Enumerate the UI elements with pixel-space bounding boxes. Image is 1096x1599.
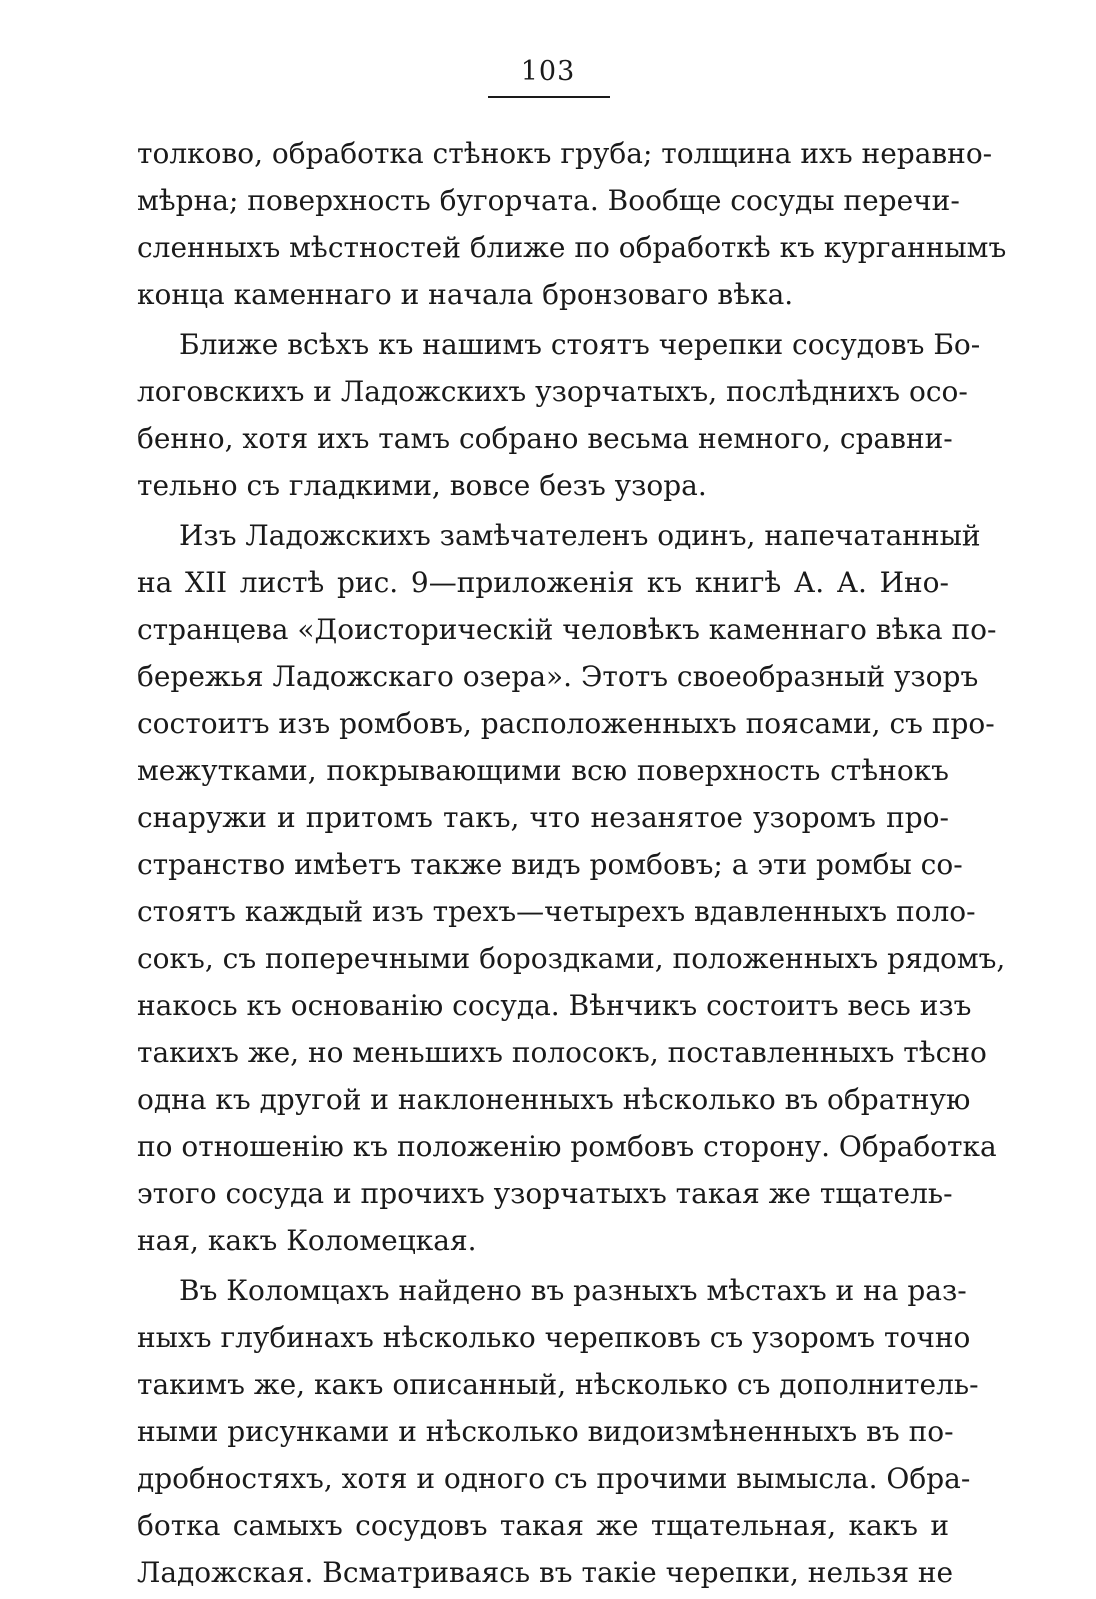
- text-line: ботка самыхъ сосудовъ такая же тщательная, какъ и: [137, 1509, 949, 1542]
- text-line: Ладожская. Всматриваясь въ такіе черепки, нельзя не: [137, 1556, 954, 1589]
- text-line: состоитъ изъ ромбовъ, расположенныхъ поясами, съ про-: [137, 707, 995, 740]
- text-line: мѣрна; поверхность бугорчата. Вообще сосуды перечи-: [137, 184, 960, 217]
- paragraph: [137, 512, 1006, 1264]
- text-line: логовскихъ и Ладожскихъ узорчатыхъ, послѣднихъ осо-: [137, 375, 968, 408]
- text-line: на XII листѣ рис. 9—приложенія къ книгѣ А. А. Ино-: [137, 566, 949, 599]
- text-line: ными рисунками и нѣсколько видоизмѣненныхъ въ по-: [137, 1415, 954, 1448]
- text-line: одна къ другой и наклоненныхъ нѣсколько въ обратную: [137, 1083, 971, 1116]
- text-line: ная, какъ Коломецкая.: [137, 1224, 477, 1257]
- paragraph: [137, 1267, 979, 1596]
- text-line: странцева «Доисторическій человѣкъ каменнаго вѣка по-: [137, 613, 997, 646]
- text-line: стоятъ каждый изъ трехъ—четырехъ вдавленныхъ поло-: [137, 895, 976, 928]
- page-number-rule: [488, 96, 610, 98]
- text-line: толково, обработка стѣнокъ груба; толщина ихъ неравно-: [137, 137, 993, 170]
- text-line: дробностяхъ, хотя и одного съ прочими вымысла. Обра-: [137, 1462, 971, 1495]
- text-line: Въ Коломцахъ найдено въ разныхъ мѣстахъ и на раз-: [179, 1274, 967, 1307]
- paragraph: [137, 321, 981, 509]
- text-line: по отношенію къ положенію ромбовъ сторону. Обработка: [137, 1130, 997, 1163]
- text-line: тельно съ гладкими, вовсе безъ узора.: [137, 469, 707, 502]
- text-line: снаружи и притомъ такъ, что незанятое узоромъ про-: [137, 801, 949, 834]
- text-line: межутками, покрывающими всю поверхность стѣнокъ: [137, 754, 949, 787]
- text-line: конца каменнаго и начала бронзоваго вѣка.: [137, 278, 794, 311]
- text-line: Ближе всѣхъ къ нашимъ стоятъ черепки сосудовъ Бо-: [179, 328, 981, 361]
- text-line: Изъ Ладожскихъ замѣчателенъ одинъ, напечатанный: [179, 519, 981, 552]
- text-line: бережья Ладожскаго озера». Этотъ своеобразный узоръ: [137, 660, 979, 693]
- text-line: сленныхъ мѣстностей ближе по обработкѣ къ курганнымъ: [137, 231, 1007, 264]
- text-line: накось къ основанію сосуда. Вѣнчикъ состоитъ весь изъ: [137, 989, 972, 1022]
- text-line: этого сосуда и прочихъ узорчатыхъ такая же тщатель-: [137, 1177, 953, 1210]
- text-line: такимъ же, какъ описанный, нѣсколько съ дополнитель-: [137, 1368, 979, 1401]
- paragraph: [137, 130, 1007, 318]
- text-line: странство имѣетъ также видъ ромбовъ; а эти ромбы со-: [137, 848, 963, 881]
- text-line: ныхъ глубинахъ нѣсколько черепковъ съ узоромъ точно: [137, 1321, 971, 1354]
- text-line: такихъ же, но меньшихъ полосокъ, поставленныхъ тѣсно: [137, 1036, 987, 1069]
- page-number: 103: [520, 56, 576, 87]
- text-line: бенно, хотя ихъ тамъ собрано весьма немного, сравни-: [137, 422, 953, 455]
- body-text: [137, 130, 1007, 1599]
- text-line: сокъ, съ поперечными бороздками, положенныхъ рядомъ,: [137, 942, 1006, 975]
